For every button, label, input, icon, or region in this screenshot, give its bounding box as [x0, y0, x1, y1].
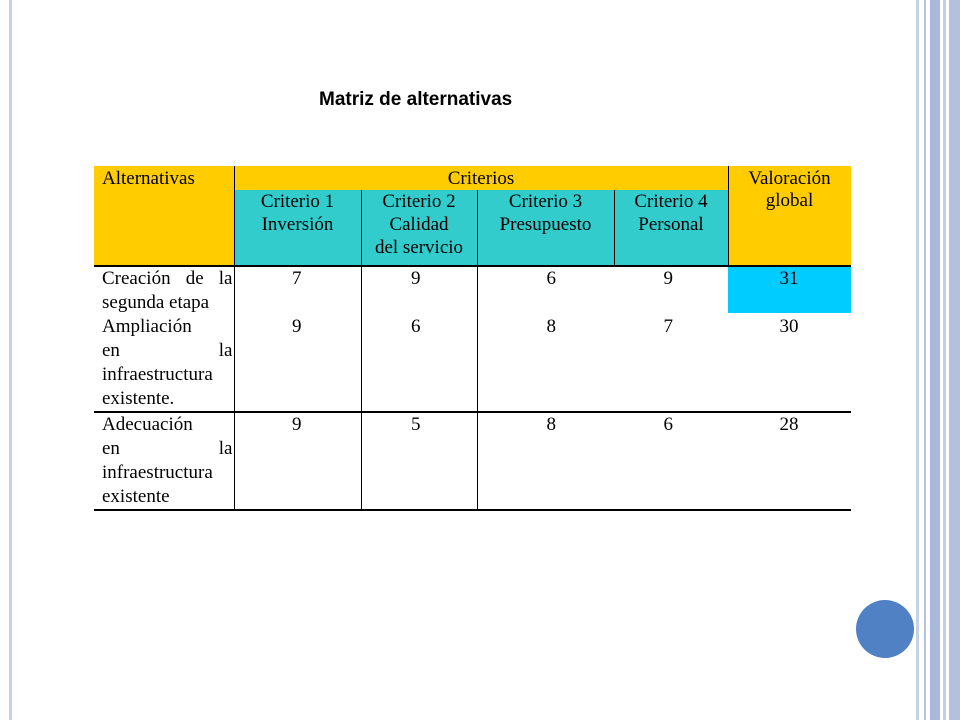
highlight-total: 31	[728, 267, 851, 313]
table-row	[94, 315, 851, 412]
total-score-cell: 30	[728, 315, 851, 412]
header-valoracion-global: Valoración global	[728, 166, 851, 266]
left-border-decoration	[9, 0, 12, 720]
alternative-name: Adecuación en la infraestructura existente	[94, 412, 234, 510]
score-cell: 8	[477, 412, 614, 510]
score-cell: 7	[234, 266, 361, 315]
score-cell: 5	[361, 412, 477, 510]
table-row	[94, 412, 851, 510]
score-cell: 9	[234, 315, 361, 412]
score-cell: 7	[614, 315, 728, 412]
total-score-cell	[728, 266, 851, 315]
total-score-cell: 28	[728, 412, 851, 510]
score-cell: 8	[477, 315, 614, 412]
right-border-decoration	[916, 0, 960, 720]
header-criterio-2: Criterio 2 Calidad del servicio	[361, 190, 477, 266]
alternative-name: Ampliación en la infraestructura existente.	[94, 315, 234, 412]
decorative-circle	[856, 600, 914, 658]
header-criterio-4: Criterio 4 Personal	[614, 190, 728, 266]
score-cell: 6	[546, 268, 556, 289]
score-cell: 9	[234, 412, 361, 510]
table-row	[94, 266, 851, 315]
header-criterio-1: Criterio 1 Inversión	[234, 190, 361, 266]
score-cell: 6	[614, 412, 728, 510]
alternatives-matrix	[94, 166, 851, 511]
score-cell: 9	[361, 266, 477, 315]
slide-title: Matriz de alternativas	[319, 89, 513, 110]
header-alternativas: Alternativas	[94, 166, 234, 266]
alternative-name: Creación de la segunda etapa	[102, 268, 233, 313]
score-cell: 9	[663, 268, 673, 289]
header-criterio-3: Criterio 3 Presupuesto	[477, 190, 614, 266]
header-criterios: Criterios	[234, 166, 728, 190]
score-cell: 6	[361, 315, 477, 412]
